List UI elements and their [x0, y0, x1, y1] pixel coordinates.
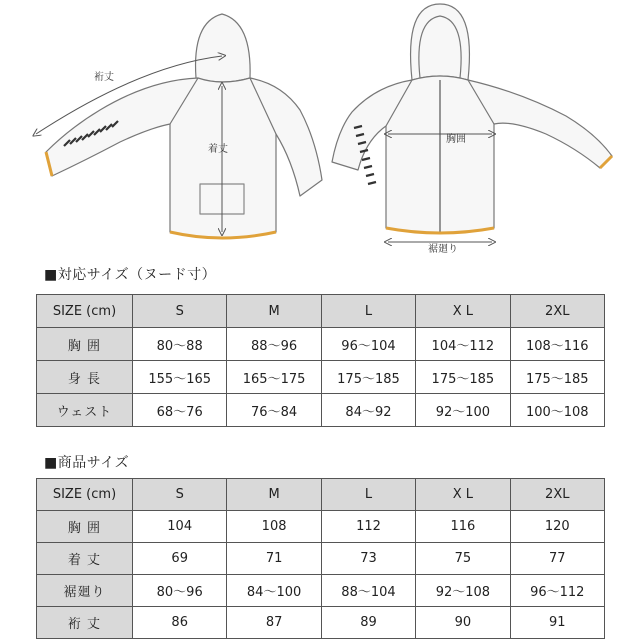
table-row	[37, 394, 605, 427]
table-cell: 104～112	[416, 328, 510, 361]
table-cell: 68～76	[133, 394, 227, 427]
table-cell: 108	[227, 511, 321, 543]
table-cell: 77	[510, 543, 604, 575]
row-label: 着 丈	[37, 543, 133, 575]
row-label: ウェスト	[37, 394, 133, 427]
table-row	[37, 575, 605, 607]
table-cell: 120	[510, 511, 604, 543]
table-row	[37, 511, 605, 543]
table-cell: 175～185	[510, 361, 604, 394]
table-cell: 88～96	[227, 328, 321, 361]
table-header-row	[37, 295, 605, 328]
table-cell: 96～104	[321, 328, 415, 361]
table-row	[37, 607, 605, 639]
table-cell: 89	[321, 607, 415, 639]
table-cell: 104	[133, 511, 227, 543]
header-cell: SIZE (cm)	[37, 295, 133, 328]
sleeve-length-label: 裄丈	[94, 72, 114, 83]
table-cell: 175～185	[416, 361, 510, 394]
header-cell: X L	[416, 479, 510, 511]
table-cell: 84～92	[321, 394, 415, 427]
table-cell: 96～112	[510, 575, 604, 607]
table-cell: 175～185	[321, 361, 415, 394]
table-cell: 90	[416, 607, 510, 639]
row-label: 身 長	[37, 361, 133, 394]
header-cell: S	[133, 295, 227, 328]
row-label: 胸 囲	[37, 511, 133, 543]
chest-label: 胸囲	[446, 134, 466, 145]
table-cell: 76～84	[227, 394, 321, 427]
back-view	[46, 14, 322, 238]
body-size-title: ■対応サイズ（ヌード寸）	[44, 267, 217, 283]
row-label: 裄 丈	[37, 607, 133, 639]
header-cell: 2XL	[510, 479, 604, 511]
table-cell: 92～108	[416, 575, 510, 607]
header-cell: L	[321, 295, 415, 328]
header-cell: X L	[416, 295, 510, 328]
table-row	[37, 543, 605, 575]
table-cell: 88～104	[321, 575, 415, 607]
table-cell: 91	[510, 607, 604, 639]
table-cell: 69	[133, 543, 227, 575]
table-row	[37, 361, 605, 394]
table-cell: 75	[416, 543, 510, 575]
header-cell: M	[227, 295, 321, 328]
table-cell: 80～88	[133, 328, 227, 361]
table-cell: 165～175	[227, 361, 321, 394]
hem-label: 裾廻り	[428, 244, 458, 255]
table-cell: 86	[133, 607, 227, 639]
header-cell: L	[321, 479, 415, 511]
header-cell: SIZE (cm)	[37, 479, 133, 511]
row-label: 裾廻り	[37, 575, 133, 607]
table-header-row	[37, 479, 605, 511]
body-size-table	[36, 294, 605, 427]
product-size-title: ■商品サイズ	[44, 455, 130, 471]
table-cell: 87	[227, 607, 321, 639]
back-hood	[196, 14, 251, 82]
table-cell: 108～116	[510, 328, 604, 361]
table-cell: 155～165	[133, 361, 227, 394]
table-cell: 80～96	[133, 575, 227, 607]
table-cell: 92～100	[416, 394, 510, 427]
product-size-table	[36, 478, 605, 639]
row-label: 胸 囲	[37, 328, 133, 361]
length-label: 着丈	[208, 144, 228, 155]
garment-diagram	[0, 0, 640, 262]
header-cell: M	[227, 479, 321, 511]
table-cell: 73	[321, 543, 415, 575]
table-row	[37, 328, 605, 361]
table-cell: 84～100	[227, 575, 321, 607]
table-cell: 112	[321, 511, 415, 543]
table-cell: 100～108	[510, 394, 604, 427]
header-cell: 2XL	[510, 295, 604, 328]
front-view	[332, 4, 612, 233]
table-cell: 116	[416, 511, 510, 543]
table-cell: 71	[227, 543, 321, 575]
header-cell: S	[133, 479, 227, 511]
